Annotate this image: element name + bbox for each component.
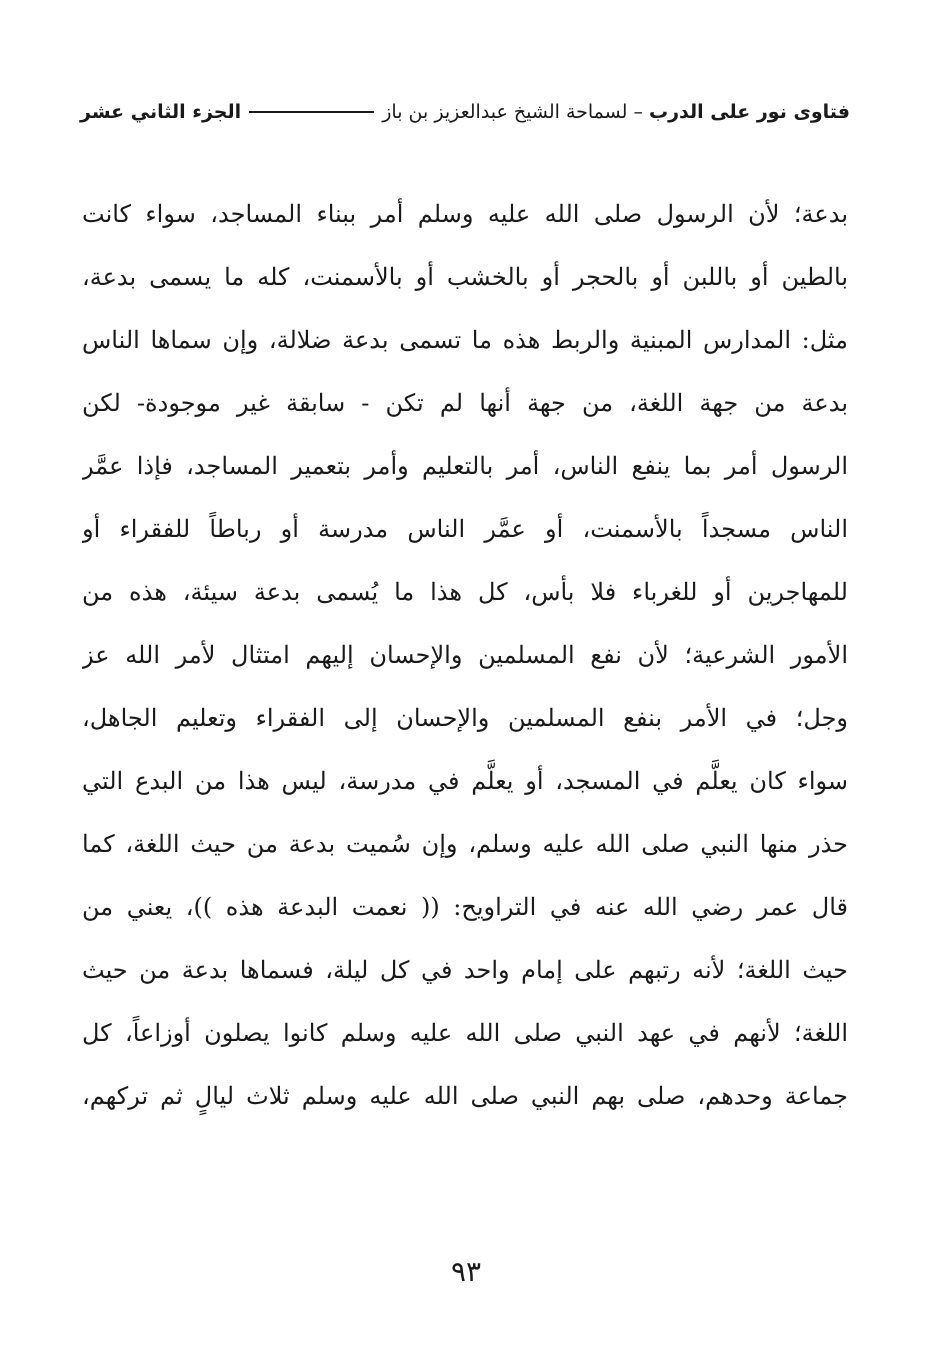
header-volume-group <box>80 101 241 123</box>
text-line: مثل: المدارس المبنية والربط هذه ما تسمى بدعة ضلالة، وإن سماها الناس <box>82 326 848 354</box>
text-line: الرسول أمر بما ينفع الناس، أمر بالتعليم وأمر بتعمير المساجد، فإذا عمَّر <box>82 452 848 480</box>
text-line: اللغة؛ لأنهم في عهد النبي صلى الله عليه وسلم كانوا يصلون أوزاعاً، كل <box>82 1019 848 1047</box>
text-line: جماعة وحدهم، صلى بهم النبي صلى الله عليه وسلم ثلاث ليالٍ ثم تركهم، <box>82 1082 848 1110</box>
text-line: بالطين أو باللبن أو بالحجر أو بالخشب أو بالأسمنت، كله ما يسمى بدعة، <box>82 263 848 291</box>
text-line: حذر منها النبي صلى الله عليه وسلم، وإن سُميت بدعة من حيث اللغة، كما <box>82 830 848 858</box>
header-rule <box>249 111 374 113</box>
text-line: الناس مسجداً بالأسمنت، أو عمَّر الناس مدرسة أو رباطاً للفقراء أو <box>82 515 848 543</box>
text-line: قال عمر رضي الله عنه في التراويح: (( نعمت البدعة هذه ))، يعني من <box>82 893 848 921</box>
page-number: ٩٣ <box>450 1255 482 1288</box>
header-separator: – <box>633 101 643 123</box>
text-line: وجل؛ في الأمر بنفع المسلمين والإحسان إلى الفقراء وتعليم الجاهل، <box>82 704 848 732</box>
volume-label: الجزء الثاني عشر <box>80 101 242 123</box>
book-title: فتاوى نور على الدرب <box>649 101 850 123</box>
text-line: بدعة؛ لأن الرسول صلى الله عليه وسلم أمر ببناء المساجد، سواء كانت <box>82 200 848 228</box>
text-line: الأمور الشرعية؛ لأن نفع المسلمين والإحسان إليهم امتثال لأمر الله عز <box>82 641 848 669</box>
text-line: للمهاجرين أو للغرباء فلا بأس، كل هذا ما يُسمى بدعة سيئة، هذه من <box>82 578 848 606</box>
text-line: حيث اللغة؛ لأنه رتبهم على إمام واحد في كل ليلة، فسماها بدعة من حيث <box>82 956 848 984</box>
text-line: بدعة من جهة اللغة، من جهة أنها لم تكن - سابقة غير موجودة- لكن <box>82 389 848 417</box>
header-title-group <box>382 101 850 123</box>
body-text <box>82 188 848 1133</box>
text-line: سواء كان يعلَّم في المسجد، أو يعلَّم في مدرسة، ليس هذا من البدع التي <box>82 767 848 795</box>
author-name: لسماحة الشيخ عبدالعزيز بن باز <box>382 101 628 123</box>
running-header <box>80 92 850 132</box>
